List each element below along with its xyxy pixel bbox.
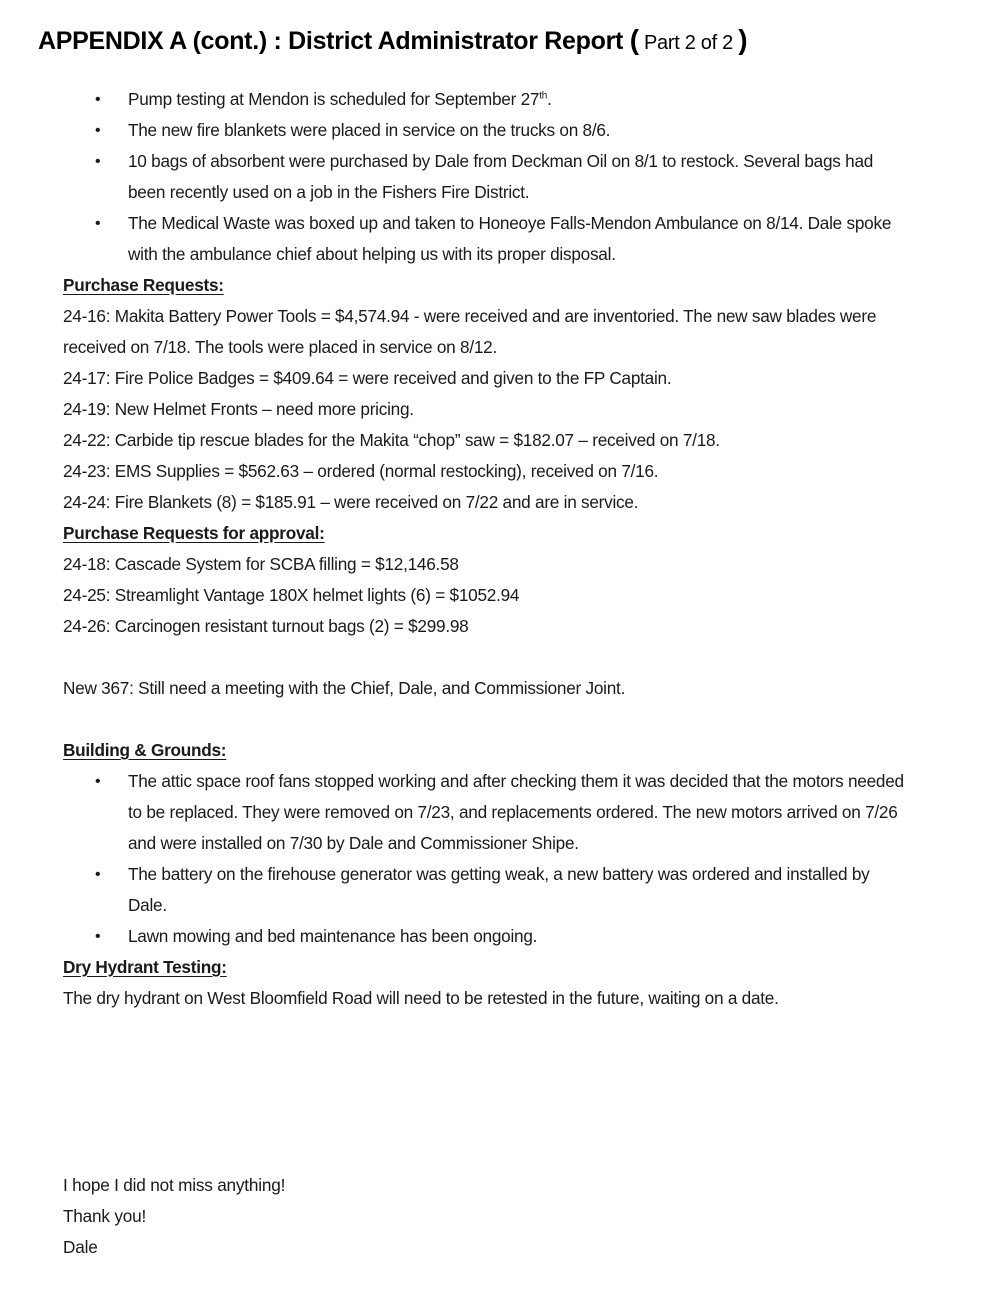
spacer — [63, 642, 943, 673]
bullet-suffix: . — [547, 89, 552, 109]
purchase-request-list — [63, 301, 943, 518]
list-item — [63, 921, 943, 952]
purchase-request-item: 24-22: Carbide tip rescue blades for the Makita “chop” saw = $182.07 – received on 7/18. — [63, 430, 720, 450]
title-paren-open: ( — [629, 24, 639, 55]
dry-hydrant-text: The dry hydrant on West Bloomfield Road will need to be retested in the future, waiting on a date. — [63, 988, 779, 1008]
bullet-text: The new fire blankets were placed in service on the trucks on 8/6. — [128, 120, 611, 140]
bullet-icon: • — [95, 866, 101, 883]
list-item — [63, 766, 943, 859]
bullet-icon: • — [95, 91, 101, 108]
purchase-request-item: 24-24: Fire Blankets (8) = $185.91 – were received on 7/22 and are in service. — [63, 492, 639, 512]
bullet-text: The attic space roof fans stopped working and after checking them it was decided that the motors needed to be replaced. They were removed on 7/23, and replacements ordered. The new motors arrived on 7/26 and were installed on 7/30 by Dale and Commissioner Shipe. — [128, 771, 904, 853]
approval-item: 24-26: Carcinogen resistant turnout bags (2) = $299.98 — [63, 616, 469, 636]
bullet-icon: • — [95, 928, 101, 945]
title-part: Part 2 of 2 — [638, 32, 739, 54]
bullet-icon: • — [95, 215, 101, 232]
list-item — [63, 208, 943, 270]
purchase-request-item: 24-23: EMS Supplies = $562.63 – ordered (normal restocking), received on 7/16. — [63, 461, 659, 481]
title-paren-close: ) — [738, 24, 748, 55]
spacer — [63, 704, 943, 735]
list-item — [63, 859, 943, 921]
closing-thanks: Thank you! — [63, 1206, 147, 1226]
bullet-text: 10 bags of absorbent were purchased by Dale from Deckman Oil on 8/1 to restock. Several bags had been recently used on a job in the Fishers Fire District. — [128, 151, 874, 202]
approval-item: 24-25: Streamlight Vantage 180X helmet lights (6) = $1052.94 — [63, 585, 520, 605]
bullet-icon: • — [95, 773, 101, 790]
building-grounds-list — [63, 766, 943, 952]
purchase-requests-heading: Purchase Requests: — [63, 275, 224, 295]
page-title — [38, 24, 747, 56]
closing-block — [63, 1170, 285, 1263]
purchase-approval-list — [63, 549, 943, 642]
purchase-request-item: 24-16: Makita Battery Power Tools = $4,574.94 - were received and are inventoried. The new saw blades were received on 7/18. The tools were placed in service on 8/12. — [63, 306, 877, 357]
building-grounds-heading: Building & Grounds: — [63, 740, 227, 760]
signature: Dale — [63, 1237, 98, 1257]
superscript: th — [539, 90, 548, 102]
report-body — [63, 84, 943, 1014]
purchase-approval-heading: Purchase Requests for approval: — [63, 523, 325, 543]
title-main: APPENDIX A (cont.) : District Administrator Report — [38, 27, 630, 55]
list-item — [63, 115, 943, 146]
bullet-text: The battery on the firehouse generator was getting weak, a new battery was ordered and installed by Dale. — [128, 864, 870, 915]
bullet-icon: • — [95, 122, 101, 139]
list-item — [63, 84, 943, 115]
dry-hydrant-heading: Dry Hydrant Testing: — [63, 957, 227, 977]
approval-item: 24-18: Cascade System for SCBA filling = $12,146.58 — [63, 554, 459, 574]
bullet-text: Lawn mowing and bed maintenance has been ongoing. — [128, 926, 538, 946]
purchase-request-item: 24-19: New Helmet Fronts – need more pricing. — [63, 399, 414, 419]
intro-bullet-list — [63, 84, 943, 270]
closing-line: I hope I did not miss anything! — [63, 1175, 286, 1195]
bullet-text: The Medical Waste was boxed up and taken to Honeoye Falls-Mendon Ambulance on 8/14. Dale spoke with the ambulance chief about helping us with its proper disposal. — [128, 213, 892, 264]
bullet-icon: • — [95, 153, 101, 170]
list-item — [63, 146, 943, 208]
bullet-text: Pump testing at Mendon is scheduled for September 27 — [128, 89, 540, 109]
new-367-note: New 367: Still need a meeting with the Chief, Dale, and Commissioner Joint. — [63, 678, 626, 698]
purchase-request-item: 24-17: Fire Police Badges = $409.64 = were received and given to the FP Captain. — [63, 368, 672, 388]
